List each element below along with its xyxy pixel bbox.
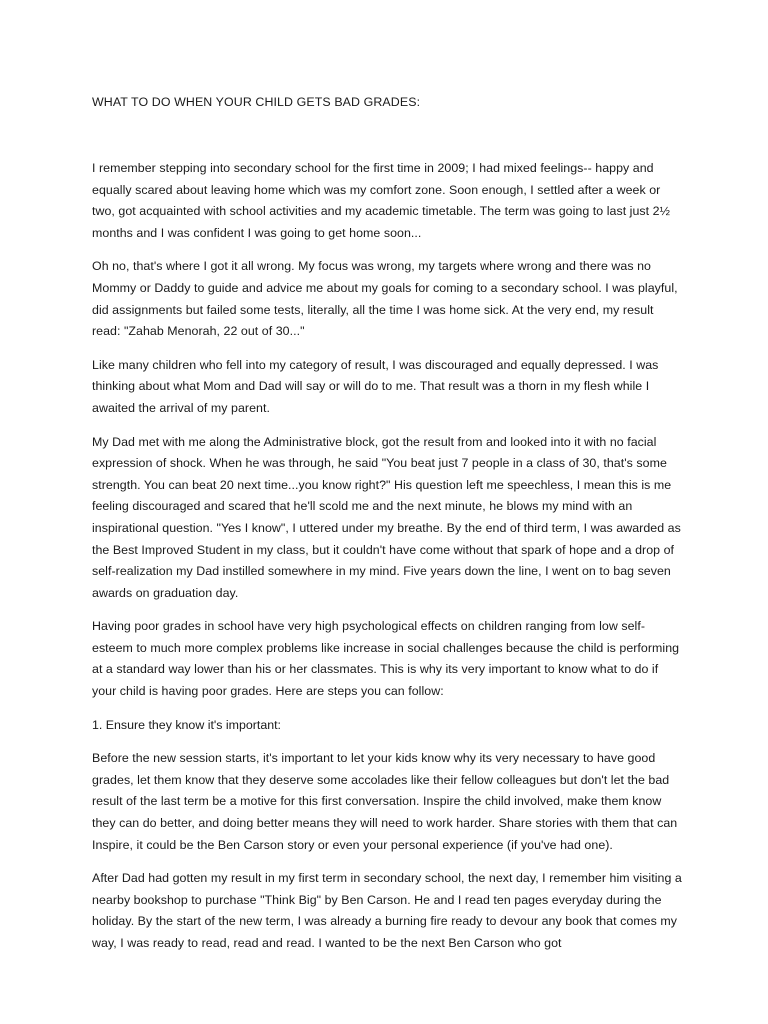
paragraph-discouraged: Like many children who fell into my category of result, I was discouraged and equally depressed. I was thinking about what Mom and Dad will say or will do to me. That result was a thorn in my flesh while I awaited the arrival of my parent. bbox=[92, 357, 659, 415]
paragraph-think-big: After Dad had gotten my result in my first term in secondary school, the next day, I remember him visiting a nearby bookshop to purchase "Think Big" by Ben Carson. He and I read ten pages everyday during the holiday. By the start of the new term, I was already a burning fire ready to devour any book that comes my way, I was ready to read, read and read. I wanted to be the next Ben Carson who got bbox=[92, 871, 682, 950]
document-title: WHAT TO DO WHEN YOUR CHILD GETS BAD GRADES: bbox=[92, 95, 421, 109]
paragraph-poor-grades: Having poor grades in school have very high psychological effects on children ranging from low self-esteem to much more complex problems like increase in social challenges because the child is performing at a standard way lower than his or her classmates. This is why its very important to know what to do if your child is having poor grades. Here are steps you can follow: bbox=[92, 619, 680, 699]
paragraph-dad: My Dad met with me along the Administrative block, got the result from and looked into it with no facial expression of shock. When he was through, he said "You beat just 7 people in a class of 30, that's some strength. You can beat 20 next time...you know right?" His question left me speechless, I mean this is me feeling discouraged and scared that he'll scold me and the next minute, he blows my mind with an inspirational question. "Yes I know", I uttered under my breathe. By the end of third term, I was awarded as the Best Improved Student in my class, but it couldn't have come without that spark of hope and a drop of self-realization my Dad instilled somewhere in my mind. Five years down the line, I went on to bag seven awards on graduation day. bbox=[92, 434, 681, 600]
document-body bbox=[92, 92, 682, 967]
paragraph-result: Oh no, that's where I got it all wrong. My focus was wrong, my targets where wrong and there was no Mommy or Daddy to guide and advice me about my goals for coming to a secondary school. I was playful, did assignments but failed some tests, literally, all the time I was home sick. At the very end, my result read: "Zahab Menorah, 22 out of 30..." bbox=[92, 259, 678, 339]
paragraph-new-session: Before the new session starts, it's important to let your kids know why its very necessary to have good grades, let them know that they deserve some accolades like their fellow colleagues but don't let the bad result of the last term be a motive for this first conversation. Inspire the child involved, make them know they can do better, and doing better means they will need to work harder. Share stories with them that can Inspire, it could be the Ben Carson story or even your personal experience (if you've had one). bbox=[92, 751, 678, 852]
section-heading: 1. Ensure they know it's important: bbox=[92, 717, 281, 732]
paragraph-first-day: I remember stepping into secondary school for the first time in 2009; I had mixed feelings-- happy and equally scared about leaving home which was my comfort zone. Soon enough, I settled after a week or two, got acquainted with school activities and my academic timetable. The term was going to last just 2½ months and I was confident I was going to get home soon... bbox=[92, 161, 670, 240]
